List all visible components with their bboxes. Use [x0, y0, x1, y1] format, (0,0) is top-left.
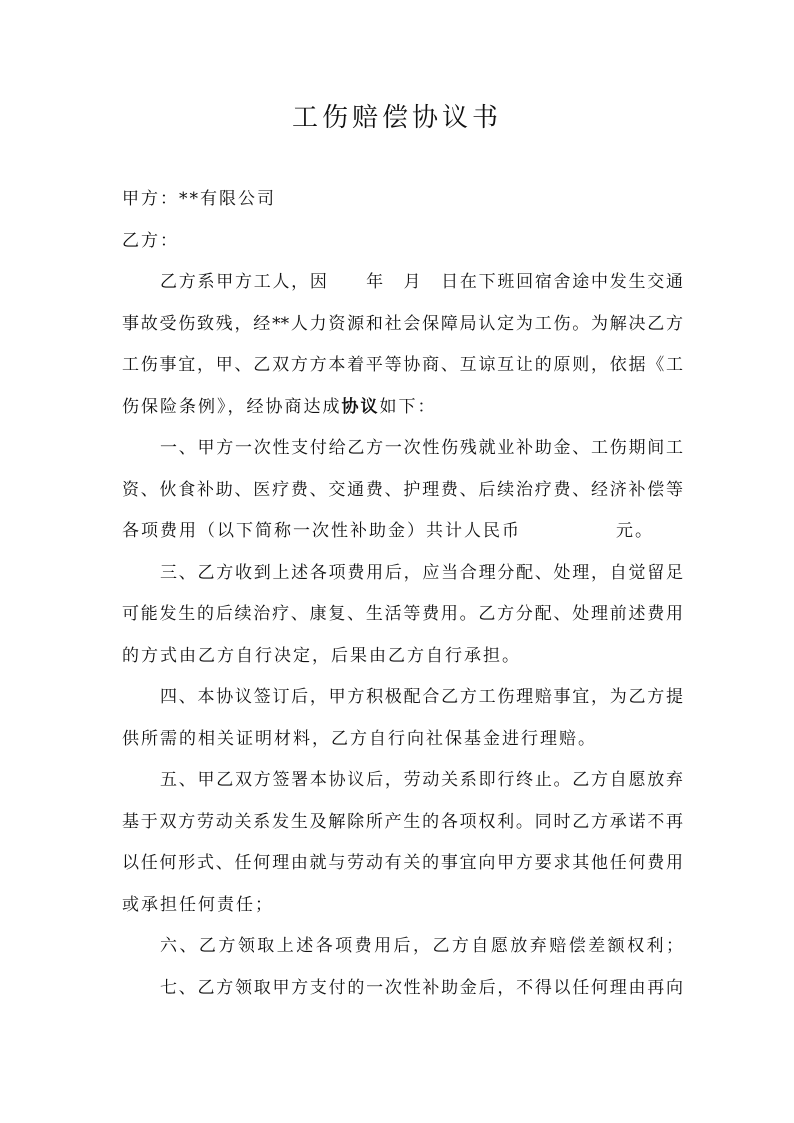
text: 各项费用（以下简称一次性补助金）共计人民币 [122, 521, 521, 541]
clause-3-line: 三、乙方收到上述各项费用后，应当合理分配、处理，自觉留足 [160, 562, 683, 583]
paragraph-intro-line: 乙方系甲方工人，因 年 月 日在下班回宿舍途中发生交通 [160, 272, 683, 292]
document-title: 工伤赔偿协议书 [291, 103, 502, 133]
clause-5-line: 或承担任何责任； [122, 894, 274, 915]
clause-5-line: 以任何形式、任何理由就与劳动有关的事宜向甲方要求其他任何费用 [122, 853, 683, 873]
clause-3-line: 的方式由乙方自行决定，后果由乙方自行承担。 [122, 645, 521, 666]
clause-6-line: 六、乙方领取上述各项费用后，乙方自愿放弃赔偿差额权利； [160, 936, 683, 956]
clause-1-line: 一、甲方一次性支付给乙方一次性伤残就业补助金、工伤期间工 [160, 438, 683, 458]
paragraph-intro-line [122, 387, 683, 429]
document-body [122, 179, 683, 1009]
party-b: 乙方： [122, 230, 179, 251]
clause-5-line: 五、甲乙双方签署本协议后，劳动关系即行终止。乙方自愿放弃 [160, 770, 683, 790]
clause-3-line: 可能发生的后续治疗、康复、生活等费用。乙方分配、处理前述费用 [122, 604, 683, 624]
clause-4-line: 四、本协议签订后，甲方积极配合乙方工伤理赔事宜，为乙方提 [160, 687, 683, 707]
text: 伤保险条例》，经协商达成 [122, 396, 342, 417]
text: 元。 [616, 521, 654, 541]
clause-7-line: 七、乙方领取甲方支付的一次性补助金后，不得以任何理由再向 [160, 977, 683, 998]
paragraph-intro-line: 工伤事宜，甲、乙双方方本着平等协商、互谅互让的原则，依据《工 [122, 355, 683, 375]
clause-5-line: 基于双方劳动关系发生及解除所产生的各项权利。同时乙方承诺不再 [122, 811, 683, 832]
paragraph-intro-line: 事故受伤致残，经**人力资源和社会保障局认定为工伤。为解决乙方 [122, 313, 683, 334]
bold-text: 协议 [341, 396, 380, 417]
text: 如下： [379, 396, 437, 417]
party-a: 甲方：**有限公司 [122, 189, 276, 209]
clause-1-line [122, 511, 683, 553]
clause-4-line: 供所需的相关证明材料，乙方自行向社保基金进行理赔。 [122, 728, 597, 749]
clause-1-line: 资、伙食补助、医疗费、交通费、护理费、后续治疗费、经济补偿等 [122, 479, 683, 500]
